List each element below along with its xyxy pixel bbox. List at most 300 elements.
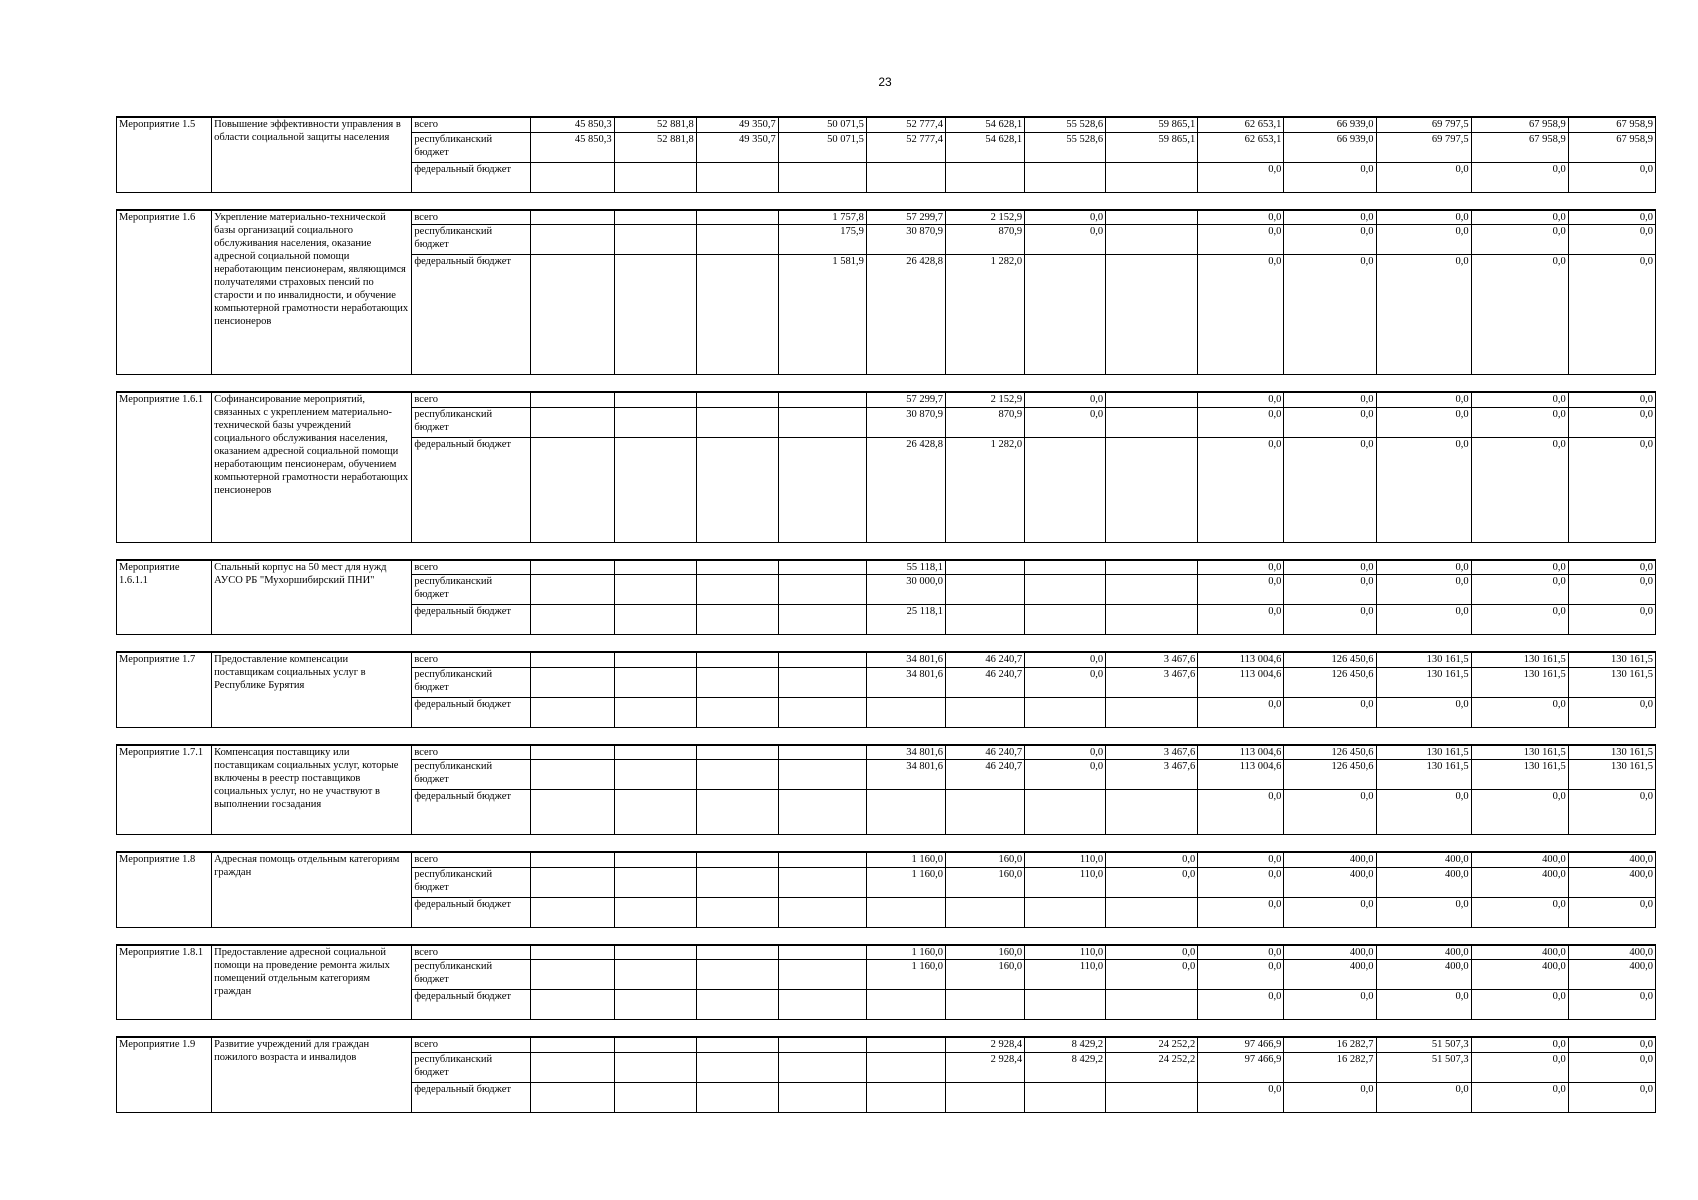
amount-cell [778, 990, 866, 1020]
amount-cell: 113 004,6 [1198, 760, 1284, 790]
amount-cell [1106, 162, 1198, 192]
amount-cell: 24 252,2 [1106, 1052, 1198, 1082]
amount-cell: 34 801,6 [866, 760, 945, 790]
amount-cell: 0,0 [1471, 575, 1568, 605]
amount-cell [1106, 437, 1198, 542]
amount-cell: 0,0 [1284, 392, 1376, 407]
amount-cell [778, 605, 866, 635]
amount-cell [530, 162, 614, 192]
amount-cell [778, 852, 866, 867]
budget-table [116, 116, 1656, 1113]
funding-source: всего [412, 945, 530, 960]
amount-cell [696, 667, 778, 697]
funding-source: федеральный бюджет [412, 790, 530, 835]
amount-cell: 0,0 [1376, 255, 1471, 375]
amount-cell: 0,0 [1284, 407, 1376, 437]
amount-cell [1106, 210, 1198, 225]
amount-cell: 110,0 [1025, 960, 1106, 990]
amount-cell: 0,0 [1568, 605, 1655, 635]
amount-cell: 113 004,6 [1198, 745, 1284, 760]
amount-cell [530, 745, 614, 760]
funding-source: республиканский бюджет [412, 667, 530, 697]
amount-cell: 0,0 [1568, 1082, 1655, 1112]
amount-cell [1025, 437, 1106, 542]
amount-cell: 51 507,3 [1376, 1052, 1471, 1082]
amount-cell: 30 000,0 [866, 575, 945, 605]
table-row [117, 945, 1656, 960]
table-row [117, 210, 1656, 225]
spacer-cell [117, 835, 1656, 853]
measure-code: Мероприятие 1.5 [117, 117, 212, 192]
amount-cell: 400,0 [1376, 852, 1471, 867]
amount-cell: 16 282,7 [1284, 1052, 1376, 1082]
amount-cell: 1 160,0 [866, 852, 945, 867]
spacer-cell [117, 635, 1656, 653]
amount-cell [778, 407, 866, 437]
amount-cell [530, 697, 614, 727]
amount-cell: 67 958,9 [1568, 117, 1655, 132]
amount-cell: 0,0 [1106, 945, 1198, 960]
amount-cell: 400,0 [1568, 945, 1655, 960]
amount-cell: 0,0 [1568, 897, 1655, 927]
funding-source: республиканский бюджет [412, 1052, 530, 1082]
amount-cell [945, 162, 1024, 192]
amount-cell [1025, 1082, 1106, 1112]
amount-cell [778, 897, 866, 927]
amount-cell: 160,0 [945, 960, 1024, 990]
amount-cell [1106, 790, 1198, 835]
amount-cell: 0,0 [1284, 605, 1376, 635]
spacer-row [117, 635, 1656, 653]
amount-cell: 52 777,4 [866, 117, 945, 132]
amount-cell [1025, 897, 1106, 927]
amount-cell: 97 466,9 [1198, 1037, 1284, 1052]
amount-cell: 0,0 [1025, 407, 1106, 437]
amount-cell: 870,9 [945, 407, 1024, 437]
amount-cell: 0,0 [1568, 392, 1655, 407]
funding-source: федеральный бюджет [412, 605, 530, 635]
table-row [117, 1037, 1656, 1052]
funding-source: республиканский бюджет [412, 407, 530, 437]
amount-cell: 0,0 [1106, 867, 1198, 897]
measure-code: Мероприятие 1.6 [117, 210, 212, 375]
amount-cell [696, 760, 778, 790]
spacer-row [117, 927, 1656, 945]
amount-cell: 0,0 [1471, 697, 1568, 727]
amount-cell [614, 945, 696, 960]
measure-name: Адресная помощь отдельным категориям граждан [212, 852, 412, 927]
amount-cell [530, 852, 614, 867]
amount-cell [530, 392, 614, 407]
amount-cell [614, 392, 696, 407]
amount-cell: 0,0 [1198, 960, 1284, 990]
amount-cell [614, 1052, 696, 1082]
amount-cell [614, 255, 696, 375]
spacer-cell [117, 192, 1656, 210]
amount-cell [696, 575, 778, 605]
amount-cell: 0,0 [1471, 162, 1568, 192]
spacer-row [117, 727, 1656, 745]
amount-cell: 0,0 [1376, 605, 1471, 635]
amount-cell [696, 210, 778, 225]
amount-cell [530, 1052, 614, 1082]
amount-cell: 0,0 [1471, 1082, 1568, 1112]
amount-cell [1106, 392, 1198, 407]
amount-cell [530, 575, 614, 605]
amount-cell [1025, 560, 1106, 575]
amount-cell: 3 467,6 [1106, 652, 1198, 667]
amount-cell: 59 865,1 [1106, 117, 1198, 132]
amount-cell: 400,0 [1471, 867, 1568, 897]
amount-cell: 62 653,1 [1198, 132, 1284, 162]
amount-cell: 0,0 [1568, 210, 1655, 225]
page-number: 23 [878, 75, 892, 89]
amount-cell: 2 152,9 [945, 392, 1024, 407]
amount-cell: 0,0 [1376, 575, 1471, 605]
amount-cell: 130 161,5 [1471, 667, 1568, 697]
amount-cell: 52 881,8 [614, 117, 696, 132]
amount-cell: 0,0 [1106, 852, 1198, 867]
table-row [117, 392, 1656, 407]
amount-cell [530, 760, 614, 790]
amount-cell [530, 867, 614, 897]
amount-cell: 130 161,5 [1568, 745, 1655, 760]
amount-cell: 0,0 [1568, 790, 1655, 835]
amount-cell: 0,0 [1568, 990, 1655, 1020]
amount-cell: 0,0 [1284, 790, 1376, 835]
amount-cell: 46 240,7 [945, 667, 1024, 697]
funding-source: всего [412, 852, 530, 867]
amount-cell [530, 945, 614, 960]
amount-cell [696, 990, 778, 1020]
spacer-row [117, 1020, 1656, 1038]
amount-cell [614, 575, 696, 605]
amount-cell: 0,0 [1025, 667, 1106, 697]
amount-cell: 0,0 [1376, 990, 1471, 1020]
amount-cell [614, 897, 696, 927]
amount-cell [778, 162, 866, 192]
amount-cell: 0,0 [1471, 990, 1568, 1020]
spacer-cell [117, 542, 1656, 560]
amount-cell: 0,0 [1471, 225, 1568, 255]
amount-cell: 126 450,6 [1284, 652, 1376, 667]
amount-cell: 0,0 [1568, 162, 1655, 192]
amount-cell: 0,0 [1106, 960, 1198, 990]
amount-cell: 49 350,7 [696, 117, 778, 132]
amount-cell: 1 581,9 [778, 255, 866, 375]
amount-cell: 52 881,8 [614, 132, 696, 162]
amount-cell [614, 1082, 696, 1112]
amount-cell [945, 605, 1024, 635]
spacer-row [117, 542, 1656, 560]
funding-source: всего [412, 560, 530, 575]
amount-cell: 24 252,2 [1106, 1037, 1198, 1052]
amount-cell: 130 161,5 [1471, 652, 1568, 667]
amount-cell: 0,0 [1198, 575, 1284, 605]
amount-cell: 113 004,6 [1198, 667, 1284, 697]
amount-cell: 0,0 [1284, 210, 1376, 225]
amount-cell [530, 652, 614, 667]
amount-cell: 26 428,8 [866, 437, 945, 542]
amount-cell: 0,0 [1025, 745, 1106, 760]
amount-cell [614, 667, 696, 697]
spacer-cell [117, 375, 1656, 393]
amount-cell: 0,0 [1376, 210, 1471, 225]
funding-source: республиканский бюджет [412, 867, 530, 897]
amount-cell [945, 990, 1024, 1020]
amount-cell [530, 210, 614, 225]
amount-cell: 30 870,9 [866, 407, 945, 437]
amount-cell: 130 161,5 [1376, 745, 1471, 760]
amount-cell [614, 697, 696, 727]
amount-cell: 126 450,6 [1284, 745, 1376, 760]
amount-cell [1106, 605, 1198, 635]
measure-code: Мероприятие 1.6.1.1 [117, 560, 212, 635]
amount-cell: 130 161,5 [1568, 652, 1655, 667]
amount-cell: 0,0 [1198, 605, 1284, 635]
amount-cell: 0,0 [1198, 225, 1284, 255]
amount-cell [1025, 605, 1106, 635]
amount-cell: 160,0 [945, 852, 1024, 867]
amount-cell: 400,0 [1471, 960, 1568, 990]
funding-source: федеральный бюджет [412, 897, 530, 927]
amount-cell: 400,0 [1284, 867, 1376, 897]
amount-cell [778, 437, 866, 542]
amount-cell [866, 162, 945, 192]
amount-cell [614, 605, 696, 635]
amount-cell [866, 697, 945, 727]
measure-name: Повышение эффективности управления в области социальной защиты населения [212, 117, 412, 192]
amount-cell [1106, 990, 1198, 1020]
amount-cell [530, 667, 614, 697]
amount-cell: 3 467,6 [1106, 760, 1198, 790]
amount-cell: 46 240,7 [945, 745, 1024, 760]
funding-source: всего [412, 392, 530, 407]
measure-name: Компенсация поставщику или поставщикам социальных услуг, которые включены в реестр поставщиков социальных услуг, но не участвуют в выполнении госзадания [212, 745, 412, 835]
amount-cell: 1 160,0 [866, 945, 945, 960]
amount-cell [778, 1037, 866, 1052]
amount-cell [945, 575, 1024, 605]
spacer-cell [117, 927, 1656, 945]
amount-cell [696, 407, 778, 437]
amount-cell: 54 628,1 [945, 117, 1024, 132]
amount-cell: 400,0 [1471, 852, 1568, 867]
amount-cell [696, 392, 778, 407]
table-row [117, 652, 1656, 667]
amount-cell [530, 225, 614, 255]
amount-cell: 400,0 [1376, 960, 1471, 990]
amount-cell: 0,0 [1284, 437, 1376, 542]
amount-cell: 52 777,4 [866, 132, 945, 162]
amount-cell: 0,0 [1198, 897, 1284, 927]
amount-cell: 67 958,9 [1471, 132, 1568, 162]
amount-cell: 0,0 [1471, 1052, 1568, 1082]
amount-cell [1106, 407, 1198, 437]
amount-cell: 0,0 [1568, 560, 1655, 575]
funding-source: республиканский бюджет [412, 132, 530, 162]
amount-cell: 0,0 [1284, 575, 1376, 605]
amount-cell: 0,0 [1198, 560, 1284, 575]
amount-cell [1025, 575, 1106, 605]
amount-cell [614, 960, 696, 990]
measure-code: Мероприятие 1.7 [117, 652, 212, 727]
funding-source: республиканский бюджет [412, 960, 530, 990]
amount-cell: 62 653,1 [1198, 117, 1284, 132]
amount-cell: 0,0 [1025, 225, 1106, 255]
amount-cell [945, 560, 1024, 575]
amount-cell [1025, 990, 1106, 1020]
amount-cell: 0,0 [1568, 575, 1655, 605]
amount-cell [866, 897, 945, 927]
amount-cell: 3 467,6 [1106, 745, 1198, 760]
amount-cell [778, 745, 866, 760]
amount-cell: 130 161,5 [1471, 760, 1568, 790]
amount-cell [945, 897, 1024, 927]
amount-cell [778, 575, 866, 605]
amount-cell: 0,0 [1284, 897, 1376, 927]
amount-cell: 110,0 [1025, 852, 1106, 867]
amount-cell: 2 152,9 [945, 210, 1024, 225]
spacer-row [117, 192, 1656, 210]
amount-cell: 0,0 [1284, 560, 1376, 575]
amount-cell [614, 867, 696, 897]
amount-cell [614, 560, 696, 575]
measure-code: Мероприятие 1.6.1 [117, 392, 212, 542]
spacer-cell [117, 1020, 1656, 1038]
amount-cell: 110,0 [1025, 945, 1106, 960]
amount-cell: 0,0 [1471, 897, 1568, 927]
amount-cell: 8 429,2 [1025, 1037, 1106, 1052]
amount-cell [530, 255, 614, 375]
funding-source: федеральный бюджет [412, 437, 530, 542]
amount-cell: 45 850,3 [530, 117, 614, 132]
amount-cell: 2 928,4 [945, 1052, 1024, 1082]
amount-cell [614, 407, 696, 437]
amount-cell [696, 162, 778, 192]
amount-cell: 45 850,3 [530, 132, 614, 162]
measure-code: Мероприятие 1.8 [117, 852, 212, 927]
amount-cell: 1 282,0 [945, 437, 1024, 542]
amount-cell: 50 071,5 [778, 132, 866, 162]
funding-source: федеральный бюджет [412, 697, 530, 727]
amount-cell: 34 801,6 [866, 652, 945, 667]
amount-cell: 0,0 [1471, 790, 1568, 835]
amount-cell [530, 407, 614, 437]
amount-cell: 400,0 [1376, 867, 1471, 897]
amount-cell: 0,0 [1198, 255, 1284, 375]
amount-cell [1106, 575, 1198, 605]
amount-cell [696, 605, 778, 635]
amount-cell: 59 865,1 [1106, 132, 1198, 162]
amount-cell: 0,0 [1376, 697, 1471, 727]
amount-cell: 130 161,5 [1471, 745, 1568, 760]
funding-source: всего [412, 745, 530, 760]
amount-cell: 126 450,6 [1284, 667, 1376, 697]
amount-cell [778, 1082, 866, 1112]
amount-cell: 0,0 [1471, 407, 1568, 437]
amount-cell: 25 118,1 [866, 605, 945, 635]
amount-cell [945, 1082, 1024, 1112]
table-row [117, 852, 1656, 867]
amount-cell: 1 160,0 [866, 960, 945, 990]
amount-cell [866, 990, 945, 1020]
amount-cell [696, 745, 778, 760]
amount-cell: 50 071,5 [778, 117, 866, 132]
amount-cell: 0,0 [1025, 392, 1106, 407]
amount-cell: 0,0 [1568, 437, 1655, 542]
amount-cell: 0,0 [1198, 437, 1284, 542]
amount-cell [1025, 697, 1106, 727]
amount-cell: 130 161,5 [1376, 652, 1471, 667]
amount-cell: 110,0 [1025, 867, 1106, 897]
amount-cell: 55 118,1 [866, 560, 945, 575]
amount-cell [530, 897, 614, 927]
amount-cell [778, 867, 866, 897]
amount-cell: 400,0 [1376, 945, 1471, 960]
amount-cell: 0,0 [1284, 255, 1376, 375]
amount-cell [778, 652, 866, 667]
amount-cell: 0,0 [1376, 897, 1471, 927]
amount-cell [696, 852, 778, 867]
amount-cell: 67 958,9 [1471, 117, 1568, 132]
amount-cell [778, 560, 866, 575]
amount-cell [530, 1037, 614, 1052]
amount-cell [1025, 255, 1106, 375]
amount-cell: 1 160,0 [866, 867, 945, 897]
amount-cell [614, 225, 696, 255]
measure-name: Спальный корпус на 50 мест для нужд АУСО РБ "Мухоршибирский ПНИ" [212, 560, 412, 635]
measure-name: Укрепление материально-технической базы организаций социального обслуживания населения, оказание адресной социальной помощи неработающим пенсионерам, являющимся получателями страховых пенсий по старости и по инвалидности, и обучение компьютерной грамотности неработающих пенсионеров [212, 210, 412, 375]
amount-cell: 69 797,5 [1376, 117, 1471, 132]
amount-cell: 0,0 [1284, 162, 1376, 192]
amount-cell: 0,0 [1198, 790, 1284, 835]
funding-source: всего [412, 117, 530, 132]
amount-cell: 1 757,8 [778, 210, 866, 225]
amount-cell: 0,0 [1376, 560, 1471, 575]
amount-cell [614, 760, 696, 790]
table-row [117, 560, 1656, 575]
amount-cell [696, 867, 778, 897]
funding-source: всего [412, 1037, 530, 1052]
amount-cell [696, 652, 778, 667]
amount-cell: 400,0 [1568, 867, 1655, 897]
amount-cell: 130 161,5 [1568, 667, 1655, 697]
funding-source: республиканский бюджет [412, 575, 530, 605]
amount-cell: 66 939,0 [1284, 132, 1376, 162]
amount-cell: 0,0 [1284, 697, 1376, 727]
funding-source: всего [412, 210, 530, 225]
amount-cell: 0,0 [1376, 162, 1471, 192]
amount-cell: 870,9 [945, 225, 1024, 255]
funding-source: федеральный бюджет [412, 990, 530, 1020]
amount-cell [530, 1082, 614, 1112]
spacer-cell [117, 727, 1656, 745]
amount-cell [945, 790, 1024, 835]
amount-cell: 30 870,9 [866, 225, 945, 255]
amount-cell [614, 790, 696, 835]
amount-cell: 57 299,7 [866, 392, 945, 407]
amount-cell [1025, 790, 1106, 835]
amount-cell [614, 437, 696, 542]
amount-cell [1106, 255, 1198, 375]
amount-cell [866, 1082, 945, 1112]
table-row [117, 745, 1656, 760]
amount-cell [866, 1037, 945, 1052]
amount-cell [614, 990, 696, 1020]
amount-cell: 0,0 [1376, 437, 1471, 542]
amount-cell: 69 797,5 [1376, 132, 1471, 162]
amount-cell [1025, 162, 1106, 192]
